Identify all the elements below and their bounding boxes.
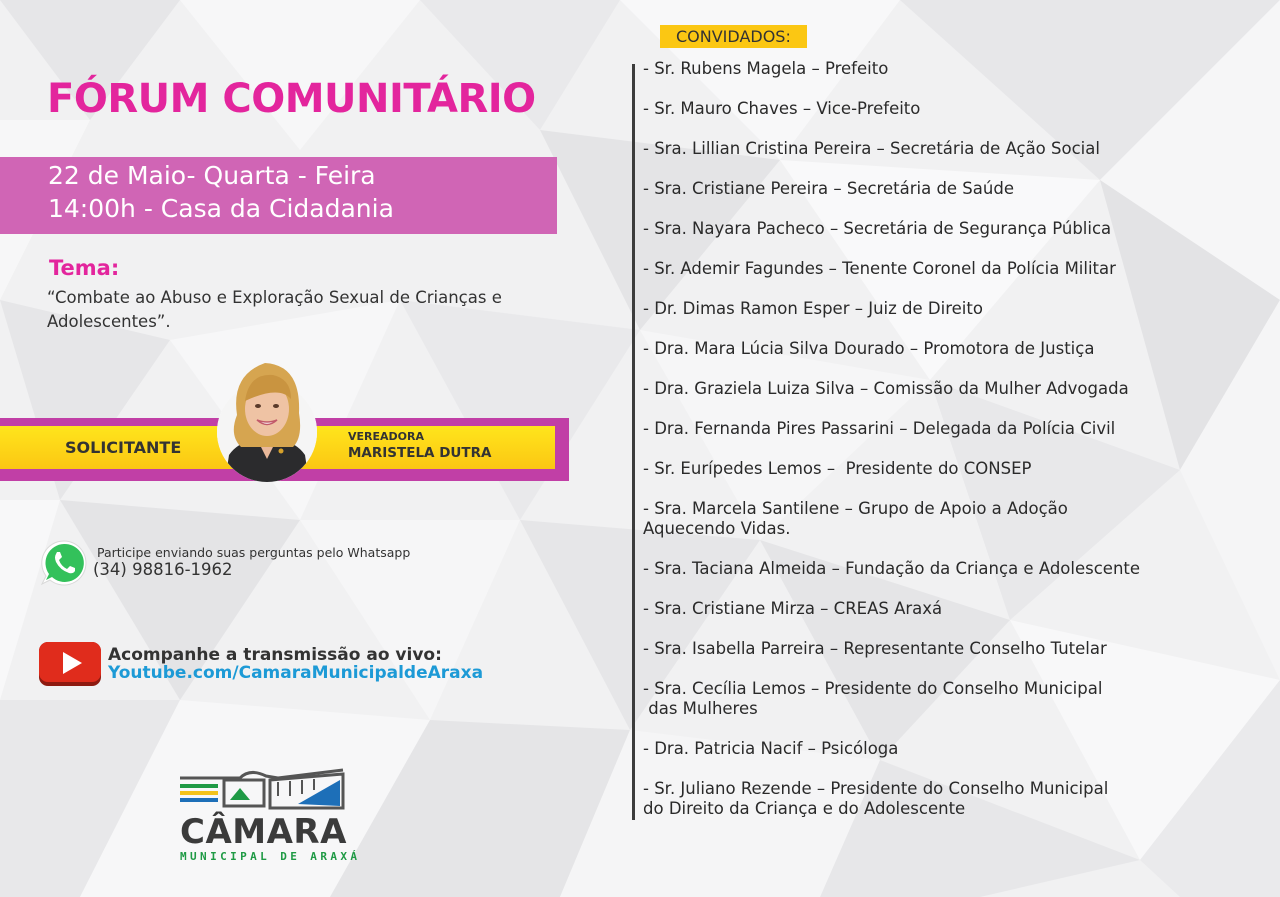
- guest-item: - Sr. Eurípedes Lemos – Presidente do CONSEP: [643, 459, 1032, 478]
- whatsapp-caption: Participe enviando suas perguntas pelo Whatsapp: [97, 545, 411, 560]
- date-band: [0, 157, 557, 234]
- guest-item: - Dra. Graziela Luiza Silva – Comissão da Mulher Advogada: [643, 379, 1129, 398]
- logo-subtitle: MUNICIPAL DE ARAXÁ: [180, 850, 361, 863]
- event-title: FÓRUM COMUNITÁRIO: [47, 76, 536, 122]
- guest-item: - Dra. Patricia Nacif – Psicóloga: [643, 739, 899, 758]
- guest-item: - Dr. Dimas Ramon Esper – Juiz de Direito: [643, 299, 983, 318]
- guest-item: - Sra. Cecília Lemos – Presidente do Conselho Municipal das Mulheres: [643, 679, 1103, 718]
- livestream-title: Acompanhe a transmissão ao vivo:: [108, 645, 442, 665]
- guest-item: - Sra. Isabella Parreira – Representante Conselho Tutelar: [643, 639, 1107, 658]
- guests-heading: CONVIDADOS:: [676, 27, 791, 46]
- guest-item: - Sra. Nayara Pacheco – Secretária de Segurança Pública: [643, 219, 1112, 238]
- whatsapp-icon[interactable]: [39, 538, 89, 588]
- guest-list: [643, 0, 1243, 897]
- guest-item: - Sr. Mauro Chaves – Vice-Prefeito: [643, 99, 921, 118]
- guest-item: - Dra. Fernanda Pires Passarini – Delegada da Polícia Civil: [643, 419, 1116, 438]
- guest-item: - Sra. Cristiane Pereira – Secretária de Saúde: [643, 179, 1014, 198]
- guests-divider: [632, 64, 635, 820]
- youtube-icon[interactable]: [38, 641, 102, 687]
- camara-logo-icon: [178, 766, 348, 816]
- guest-item: - Sra. Cristiane Mirza – CREAS Araxá: [643, 599, 943, 618]
- guest-item: - Sra. Taciana Almeida – Fundação da Criança e Adolescente: [643, 559, 1141, 578]
- logo-name: CÂMARA: [180, 812, 347, 852]
- whatsapp-phone[interactable]: (34) 98816-1962: [93, 560, 233, 579]
- guest-item: - Sr. Juliano Rezende – Presidente do Conselho Municipal do Direito da Criança e do Adolescente: [643, 779, 1109, 818]
- event-time-place: 14:00h - Casa da Cidadania: [48, 194, 394, 223]
- avatar: [217, 355, 317, 482]
- theme-text: “Combate ao Abuso e Exploração Sexual de Crianças e Adolescentes”.: [47, 288, 502, 331]
- event-date: 22 de Maio- Quarta - Feira: [48, 161, 376, 190]
- guest-item: - Dra. Mara Lúcia Silva Dourado – Promotora de Justiça: [643, 339, 1095, 358]
- livestream-link[interactable]: Youtube.com/CamaraMunicipaldeAraxa: [108, 663, 484, 683]
- guest-item: - Sra. Lillian Cristina Pereira – Secretária de Ação Social: [643, 139, 1100, 158]
- requester-label: SOLICITANTE: [65, 438, 182, 457]
- requester-role: VEREADORA: [348, 430, 424, 443]
- guest-item: - Sr. Ademir Fagundes – Tenente Coronel da Polícia Militar: [643, 259, 1116, 278]
- theme-label: Tema:: [49, 256, 120, 280]
- requester-name: MARISTELA DUTRA: [348, 445, 492, 461]
- guest-item: - Sra. Marcela Santilene – Grupo de Apoio a Adoção Aquecendo Vidas.: [643, 499, 1068, 538]
- guest-item: - Sr. Rubens Magela – Prefeito: [643, 59, 889, 78]
